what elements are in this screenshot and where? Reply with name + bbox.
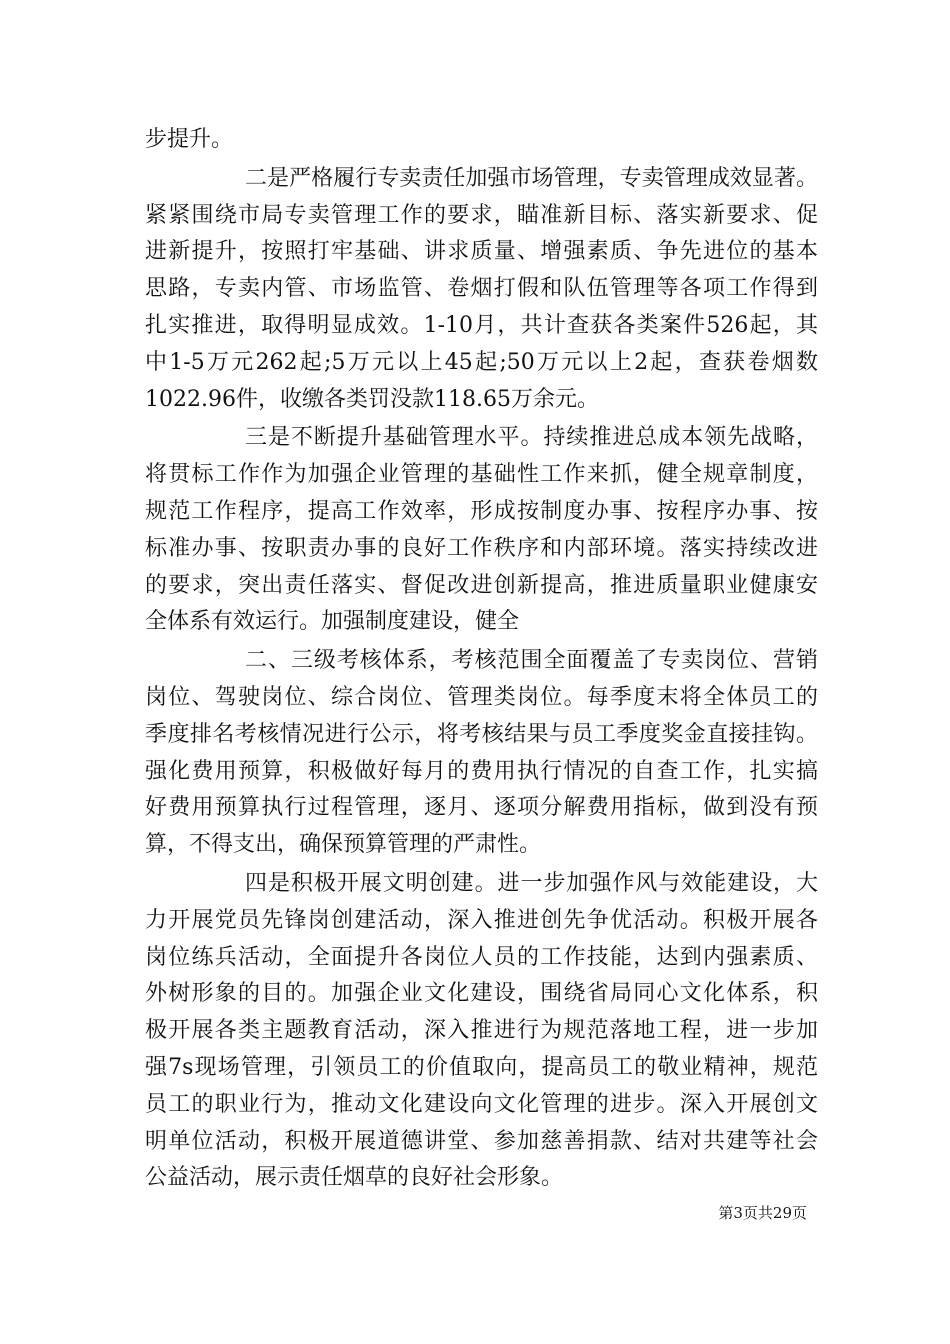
paragraph-assessment-system (145, 643, 818, 864)
text-line: 季度排名考核情况进行公示，将考核结果与员工季度奖金直接挂钩。 (145, 721, 818, 747)
text-line: 的要求，突出责任落实、督促改进创新提高，推进质量职业健康安 (145, 572, 818, 598)
text-line: 将贯标工作作为加强企业管理的基础性工作来抓，健全规章制度， (145, 462, 818, 488)
text-line: 思路，专卖内管、市场监管、卷烟打假和队伍管理等各项工作得到 (145, 276, 818, 302)
text-line: 算，不得支出，确保预算管理的严肃性。 (145, 832, 542, 858)
text-line: 三是不断提升基础管理水平。持续推进总成本领先战略， (245, 425, 818, 451)
paragraph-civilization-building (145, 866, 818, 1197)
paragraph-continuation (145, 122, 818, 159)
document-body (145, 122, 818, 1197)
text-line: 紧紧围绕市局专卖管理工作的要求，瞄准新目标、落实新要求、促 (145, 202, 818, 228)
text-line: 岗位、驾驶岗位、综合岗位、管理类岗位。每季度末将全体员工的 (145, 684, 818, 710)
text-line: 公益活动，展示责任烟草的良好社会形象。 (145, 1165, 564, 1191)
text-line: 中1-5万元262起;5万元以上45起;50万元以上2起，查获卷烟数 (145, 349, 818, 375)
text-line: 步提升。 (145, 127, 234, 152)
text-line: 进新提升，按照打牢基础、讲求质量、增强素质、争先进位的基本 (145, 239, 818, 265)
text-line: 强化费用预算，积极做好每月的费用执行情况的自查工作，扎实搞 (145, 758, 818, 784)
text-line: 明单位活动，积极开展道德讲堂、参加慈善捐款、结对共建等社会 (145, 1128, 818, 1154)
text-line: 好费用预算执行过程管理，逐月、逐项分解费用指标，做到没有预 (145, 795, 818, 821)
text-line: 扎实推进，取得明显成效。1-10月，共计查获各类案件526起，其 (145, 312, 818, 338)
text-line: 极开展各类主题教育活动，深入推进行为规范落地工程，进一步加 (145, 1018, 818, 1044)
text-line: 员工的职业行为，推动文化建设向文化管理的进步。深入开展创文 (145, 1091, 818, 1117)
text-line: 二是严格履行专卖责任加强市场管理，专卖管理成效显著。 (245, 165, 818, 191)
text-line: 外树形象的目的。加强企业文化建设，围绕省局同心文化体系，积 (145, 981, 818, 1007)
text-line: 二、三级考核体系，考核范围全面覆盖了专卖岗位、营销 (245, 648, 818, 674)
text-line: 规范工作程序，提高工作效率，形成按制度办事、按程序办事、按 (145, 498, 818, 524)
text-line: 强7s现场管理，引领员工的价值取向，提高员工的敬业精神，规范 (145, 1054, 818, 1080)
text-line: 力开展党员先锋岗创建活动，深入推进创先争优活动。积极开展各 (145, 907, 818, 933)
text-line: 四是积极开展文明创建。进一步加强作风与效能建设，大 (245, 870, 818, 896)
paragraph-basic-management (145, 420, 818, 641)
text-line: 岗位练兵活动，全面提升各岗位人员的工作技能，达到内强素质、 (145, 944, 818, 970)
paragraph-monopoly-management (145, 161, 818, 419)
text-line: 标准办事、按职责办事的良好工作秩序和内部环境。落实持续改进 (145, 535, 818, 561)
text-line: 1022.96件，收缴各类罚没款118.65万余元。 (145, 386, 599, 412)
page-number: 第3页共29页 (718, 1204, 807, 1222)
text-line: 全体系有效运行。加强制度建设，健全 (145, 609, 520, 635)
